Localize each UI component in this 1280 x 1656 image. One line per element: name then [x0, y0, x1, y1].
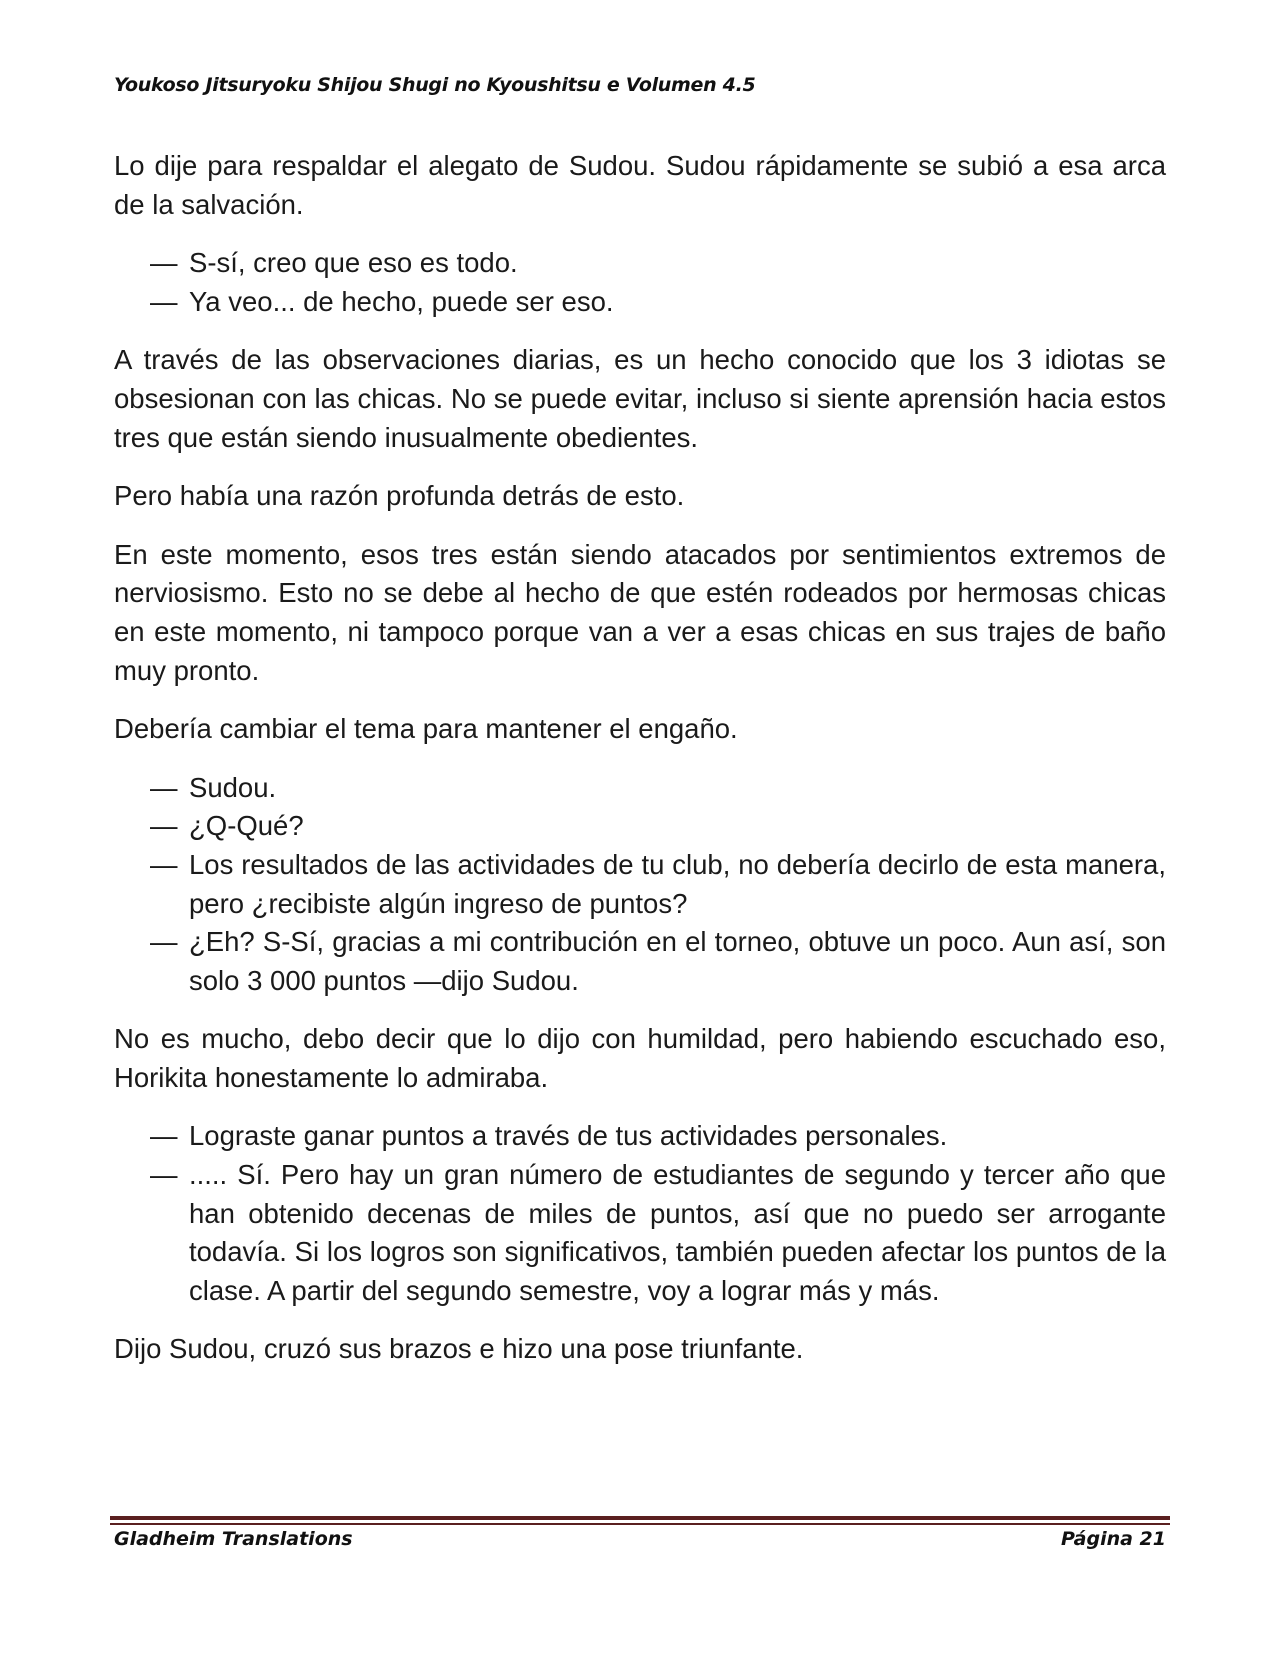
dialogue-dash: — [150, 247, 178, 279]
dialogue-line [114, 283, 1166, 322]
body-text [114, 147, 1166, 1389]
dialogue-text: S-sí, creo que eso es todo. [189, 247, 518, 279]
dialogue-text: Lograste ganar puntos a través de tus actividades personales. [189, 1120, 948, 1152]
dialogue-dash: — [150, 926, 178, 958]
dialogue-dash: — [150, 848, 178, 880]
dialogue-line [114, 1117, 1166, 1156]
paragraph-4: En este momento, esos tres están siendo atacados por sentimientos extremos de nerviosismo. Esto no se debe al hecho de que estén rodeados por hermosas chicas en este momento, ni tampoco porque van a ver a esas chicas en sus trajes de baño muy pronto. [114, 538, 1166, 686]
dialogue-text: ¿Q-Qué? [189, 810, 304, 842]
dialogue-block-3 [114, 1117, 1166, 1310]
footer-divider [110, 1516, 1170, 1520]
running-header: Youkoso Jitsuryoku Shijou Shugi no Kyoushitsu e Volumen 4.5 [114, 74, 756, 96]
paragraph-5: Debería cambiar el tema para mantener el engaño. [114, 713, 738, 745]
dialogue-line [114, 846, 1166, 923]
footer-divider-thin [110, 1523, 1170, 1525]
page-number: Página 21 [1060, 1528, 1166, 1550]
paragraph-2: A través de las observaciones diarias, es un hecho conocido que los 3 idiotas se obsesionan con las chicas. No se puede evitar, incluso si siente aprensión hacia estos tres que están siendo inusualmente obedientes. [114, 344, 1166, 453]
dialogue-dash: — [150, 285, 178, 317]
dialogue-block-1 [114, 244, 1166, 321]
dialogue-line [114, 807, 1166, 846]
dialogue-line [114, 244, 1166, 283]
dialogue-text: Los resultados de las actividades de tu club, no debería decirlo de esta manera, pero ¿recibiste algún ingreso de puntos? [189, 848, 1166, 919]
dialogue-line [114, 923, 1166, 1000]
paragraph-6: No es mucho, debo decir que lo dijo con humildad, pero habiendo escuchado eso, Horikita honestamente lo admiraba. [114, 1023, 1166, 1093]
dialogue-block-2 [114, 769, 1166, 1001]
dialogue-text: ..... Sí. Pero hay un gran número de estudiantes de segundo y tercer año que han obtenido decenas de miles de puntos, así que no puedo ser arrogante todavía. Si los logros son significativos, también pueden afectar los puntos de la clase. A partir del segundo semestre, voy a lograr más y más. [189, 1159, 1166, 1306]
dialogue-line [114, 769, 1166, 808]
dialogue-line [114, 1156, 1166, 1310]
footer-credit: Gladheim Translations [114, 1528, 353, 1550]
paragraph-1: Lo dije para respaldar el alegato de Sudou. Sudou rápidamente se subió a esa arca de la salvación. [114, 150, 1166, 220]
dialogue-text: Ya veo... de hecho, puede ser eso. [189, 285, 614, 317]
paragraph-7: Dijo Sudou, cruzó sus brazos e hizo una pose triunfante. [114, 1333, 804, 1365]
dialogue-text: Sudou. [189, 771, 277, 803]
dialogue-dash: — [150, 810, 178, 842]
dialogue-dash: — [150, 771, 178, 803]
paragraph-3: Pero había una razón profunda detrás de esto. [114, 480, 685, 512]
dialogue-text: ¿Eh? S-Sí, gracias a mi contribución en el torneo, obtuve un poco. Aun así, son solo 3 000 puntos —dijo Sudou. [189, 926, 1166, 996]
dialogue-dash: — [150, 1120, 178, 1152]
dialogue-dash: — [150, 1159, 178, 1191]
